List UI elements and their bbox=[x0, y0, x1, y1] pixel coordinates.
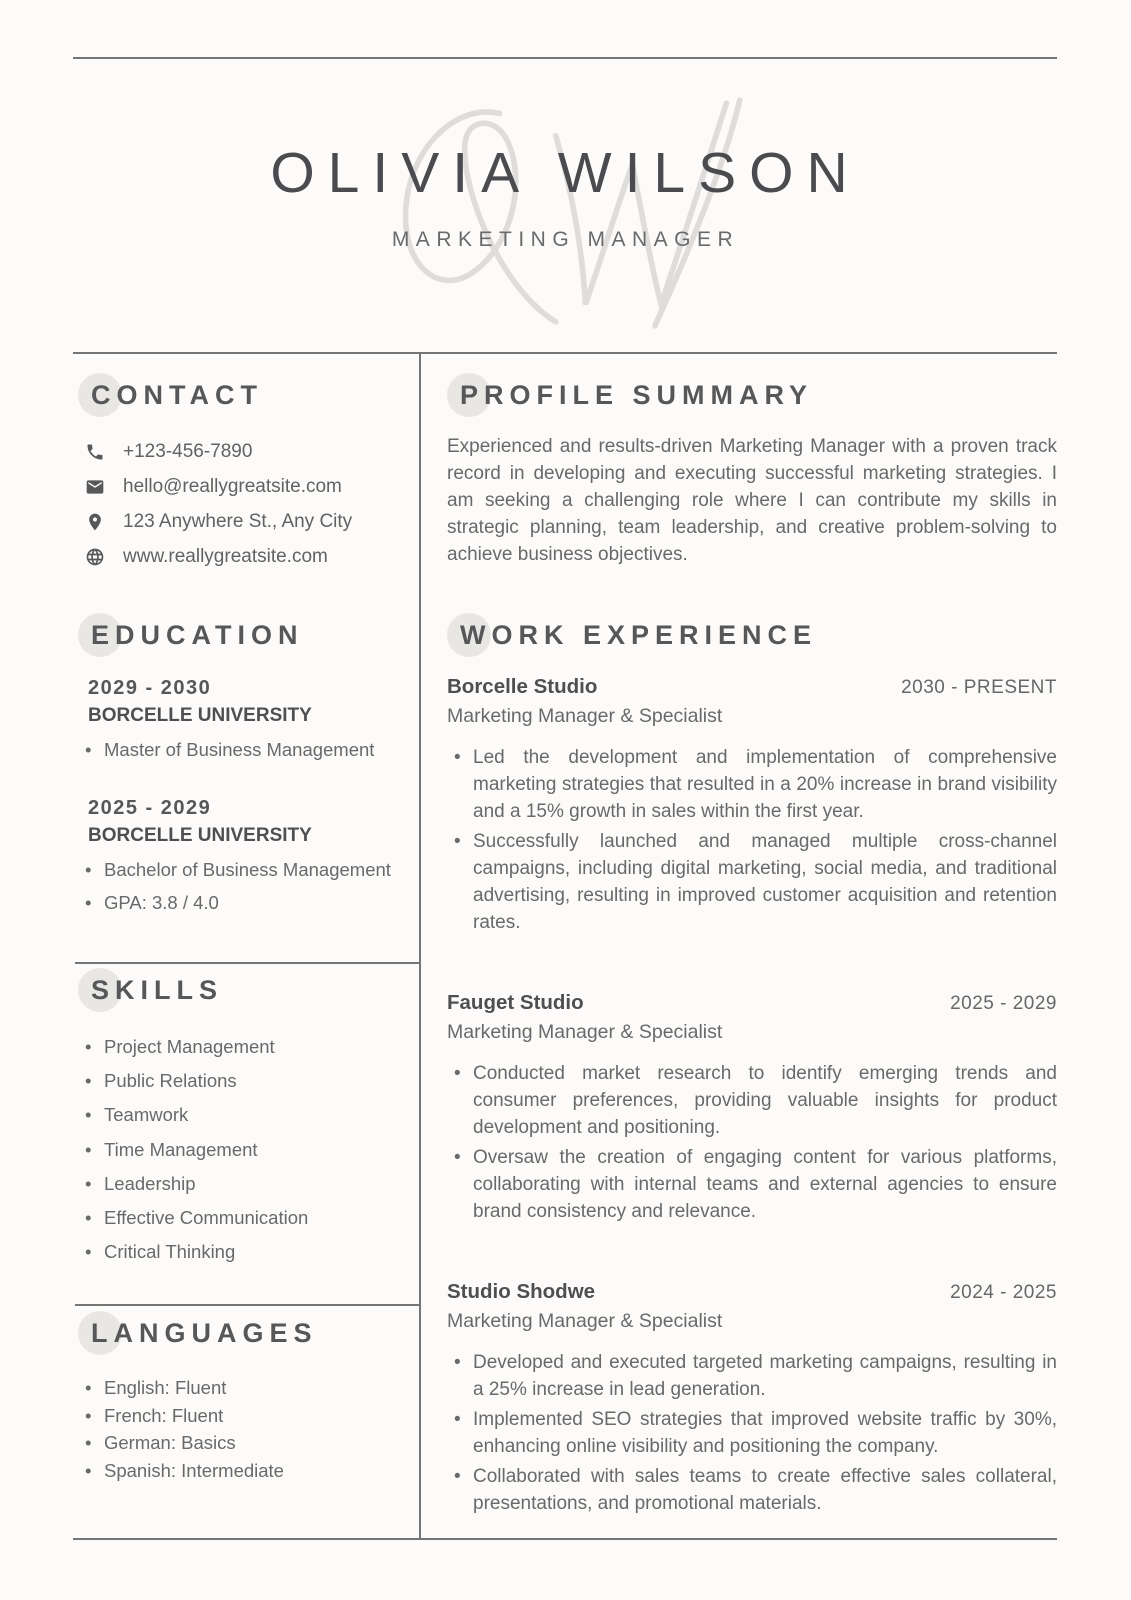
contact-text: www.reallygreatsite.com bbox=[123, 546, 328, 567]
job-entry bbox=[447, 1280, 1057, 1517]
education-bullet: • GPA: 3.8 / 4.0 bbox=[78, 890, 413, 917]
languages-section bbox=[78, 1320, 413, 1488]
work-experience-heading-label: WORK EXPERIENCE bbox=[460, 620, 818, 650]
skill-item: • Time Management bbox=[78, 1139, 413, 1161]
education-school: BORCELLE UNIVERSITY bbox=[88, 824, 312, 846]
education-school: BORCELLE UNIVERSITY bbox=[88, 705, 312, 726]
email-icon bbox=[85, 477, 105, 497]
location-icon bbox=[85, 512, 105, 532]
contact-list bbox=[78, 441, 408, 568]
skill-item: • Critical Thinking bbox=[78, 1241, 413, 1263]
language-item: • German: Basics bbox=[78, 1432, 413, 1454]
education-bullet-list bbox=[78, 737, 413, 764]
contact-item bbox=[78, 441, 408, 463]
languages-list bbox=[78, 1377, 413, 1482]
language-item: • French: Fluent bbox=[78, 1405, 413, 1427]
header-divider bbox=[73, 352, 1057, 354]
skills-heading bbox=[91, 977, 223, 1004]
education-dates: 2029 - 2030 bbox=[88, 677, 212, 699]
globe-icon bbox=[85, 547, 105, 567]
job-header bbox=[447, 991, 1057, 1015]
job-role: Marketing Manager & Specialist bbox=[447, 1021, 723, 1043]
job-bullet: • Oversaw the creation of engaging content for various platforms, collaborating with internal teams and external agencies to ensure brand consistency and relevance. bbox=[447, 1144, 1057, 1225]
job-bullet-list bbox=[447, 1060, 1057, 1225]
job-header bbox=[447, 675, 1057, 699]
education-section bbox=[78, 622, 413, 949]
job-dates: 2024 - 2025 bbox=[950, 1282, 1057, 1303]
languages-heading bbox=[91, 1320, 318, 1347]
column-divider bbox=[419, 352, 421, 1540]
skills-heading-label: SKILLS bbox=[91, 975, 224, 1005]
contact-section bbox=[78, 382, 408, 581]
header bbox=[0, 0, 1131, 352]
job-bullet: • Successfully launched and managed multiple cross-channel campaigns, including digital marketing, social media, and traditional advertising, resulting in improved customer acquisition and retention rates. bbox=[447, 828, 1057, 936]
language-item: • Spanish: Intermediate bbox=[78, 1460, 413, 1482]
job-role: Marketing Manager & Specialist bbox=[447, 1310, 723, 1332]
job-bullet: • Developed and executed targeted marketing campaigns, resulting in a 25% increase in lead generation. bbox=[447, 1349, 1057, 1403]
education-bullet-list bbox=[78, 857, 413, 917]
education-heading-label: EDUCATION bbox=[91, 620, 304, 650]
languages-heading-label: LANGUAGES bbox=[91, 1318, 318, 1348]
candidate-title: MARKETING MANAGER bbox=[391, 228, 740, 251]
contact-item bbox=[78, 546, 408, 568]
education-entry bbox=[88, 677, 413, 764]
contact-heading bbox=[91, 382, 263, 409]
job-entry bbox=[447, 675, 1057, 936]
work-experience-heading bbox=[460, 622, 817, 649]
education-entry bbox=[88, 797, 413, 917]
job-bullet-list bbox=[447, 1349, 1057, 1517]
work-experience-section bbox=[447, 622, 1057, 1572]
skill-item: • Leadership bbox=[78, 1173, 413, 1195]
skills-section bbox=[78, 977, 413, 1275]
profile-summary-text: Experienced and results-driven Marketing Manager with a proven track record in developing and executing successful marketing strategies. I am seeking a challenging role where I can contribute my skills in strategic planning, team leadership, and creative problem-solving to achieve business objectives. bbox=[447, 436, 1057, 565]
job-list bbox=[447, 675, 1057, 1517]
language-item: • English: Fluent bbox=[78, 1377, 413, 1399]
candidate-name: OLIVIA WILSON bbox=[270, 141, 861, 205]
skills-divider bbox=[75, 962, 420, 964]
job-bullet: • Implemented SEO strategies that improved website traffic by 30%, enhancing online visibility and positioning the company. bbox=[447, 1406, 1057, 1460]
skills-list bbox=[78, 1036, 413, 1263]
job-bullet: • Led the development and implementation of comprehensive marketing strategies that resulted in a 20% increase in brand visibility and a 15% growth in sales within the first year. bbox=[447, 744, 1057, 825]
job-bullet-list bbox=[447, 744, 1057, 936]
job-dates: 2025 - 2029 bbox=[950, 993, 1057, 1014]
skill-item: • Teamwork bbox=[78, 1104, 413, 1126]
skill-item: • Project Management bbox=[78, 1036, 413, 1058]
job-header bbox=[447, 1280, 1057, 1304]
profile-summary-heading-label: PROFILE SUMMARY bbox=[460, 380, 813, 410]
contact-heading-label: CONTACT bbox=[91, 380, 263, 410]
contact-text: hello@reallygreatsite.com bbox=[123, 476, 342, 497]
education-heading bbox=[91, 622, 304, 649]
contact-text: 123 Anywhere St., Any City bbox=[123, 511, 353, 532]
languages-divider bbox=[75, 1304, 420, 1306]
education-entries bbox=[78, 677, 413, 916]
education-bullet: • Bachelor of Business Management bbox=[78, 857, 413, 884]
contact-item bbox=[78, 476, 408, 498]
job-company: Fauget Studio bbox=[447, 991, 584, 1014]
education-dates: 2025 - 2029 bbox=[88, 796, 212, 819]
contact-text: +123-456-7890 bbox=[123, 441, 253, 462]
job-bullet: • Collaborated with sales teams to create effective sales collateral, presentations, and promotional materials. bbox=[447, 1463, 1057, 1517]
skill-item: • Effective Communication bbox=[78, 1207, 413, 1229]
profile-summary-section bbox=[447, 382, 1057, 568]
phone-icon bbox=[85, 442, 105, 462]
job-dates: 2030 - PRESENT bbox=[901, 677, 1057, 698]
profile-summary-heading bbox=[460, 382, 813, 409]
job-entry bbox=[447, 991, 1057, 1225]
education-bullet: • Master of Business Management bbox=[78, 737, 413, 764]
job-company: Studio Shodwe bbox=[447, 1280, 596, 1303]
job-company: Borcelle Studio bbox=[447, 675, 598, 698]
skill-item: • Public Relations bbox=[78, 1070, 413, 1092]
job-bullet: • Conducted market research to identify emerging trends and consumer preferences, providing valuable insights for product development and positioning. bbox=[447, 1060, 1057, 1141]
contact-item bbox=[78, 511, 408, 533]
job-role: Marketing Manager & Specialist bbox=[447, 705, 723, 727]
